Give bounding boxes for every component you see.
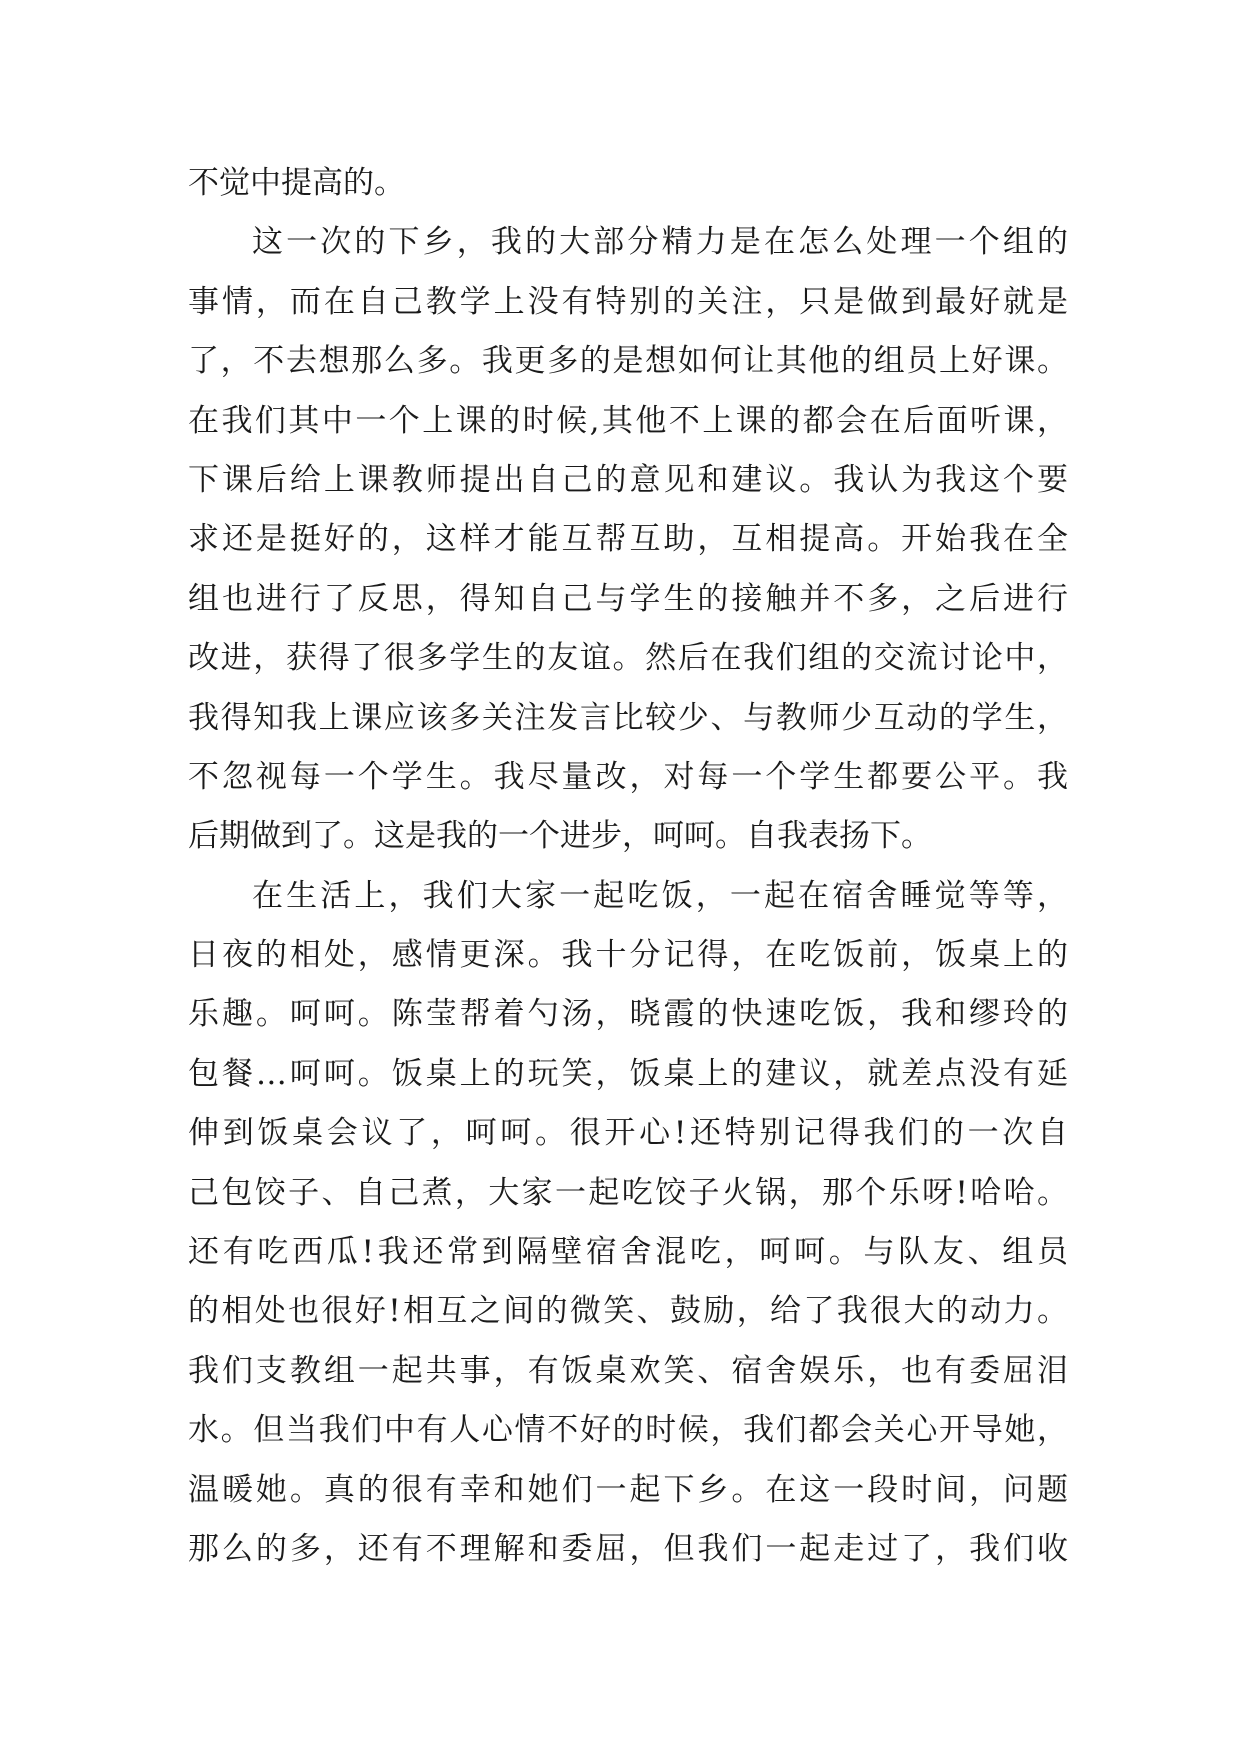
- text-line: 不觉中提高的。: [188, 165, 405, 201]
- text-line: 在我们其中一个上课的时候,其他不上课的都会在后面听课，: [188, 402, 1068, 439]
- text-line: 后期做到了。这是我的一个进步，呵呵。自我表扬下。: [188, 818, 932, 855]
- text-line: 的相处也很好!相互之间的微笑、鼓励，给了我很大的动力。: [188, 1293, 1068, 1330]
- text-line: 那么的多，还有不理解和委屈，但我们一起走过了，我们收: [188, 1530, 1068, 1567]
- text-line: 我们支教组一起共事，有饭桌欢笑、宿舍娱乐，也有委屈泪: [188, 1352, 1068, 1389]
- text-line: 求还是挺好的，这样才能互帮互助，互相提高。开始我在全: [188, 521, 1068, 558]
- text-line: 己包饺子、自己煮，大家一起吃饺子火锅，那个乐呀!哈哈。: [188, 1174, 1068, 1211]
- text-line: 温暖她。真的很有幸和她们一起下乡。在这一段时间，问题: [188, 1471, 1068, 1508]
- text-line: 这一次的下乡，我的大部分精力是在怎么处理一个组的: [252, 224, 1068, 261]
- text-line: 我得知我上课应该多关注发言比较少、与教师少互动的学生，: [188, 699, 1068, 736]
- text-line: 了，不去想那么多。我更多的是想如何让其他的组员上好课。: [188, 343, 1068, 380]
- text-line: 事情，而在自己教学上没有特别的关注，只是做到最好就是: [188, 283, 1068, 320]
- text-line: 包餐…呵呵。饭桌上的玩笑，饭桌上的建议，就差点没有延: [188, 1055, 1068, 1092]
- text-line: 改进，获得了很多学生的友谊。然后在我们组的交流讨论中，: [188, 640, 1068, 677]
- text-line: 下课后给上课教师提出自己的意见和建议。我认为我这个要: [188, 461, 1068, 498]
- text-line: 不忽视每一个学生。我尽量改，对每一个学生都要公平。我: [188, 758, 1068, 795]
- text-line: 水。但当我们中有人心情不好的时候，我们都会关心开导她，: [188, 1412, 1068, 1449]
- text-line: 还有吃西瓜!我还常到隔壁宿舍混吃，呵呵。与队友、组员: [188, 1234, 1068, 1271]
- text-line: 伸到饭桌会议了，呵呵。很开心!还特别记得我们的一次自: [188, 1115, 1068, 1152]
- body-text: [188, 154, 1068, 1579]
- text-line: 组也进行了反思，得知自己与学生的接触并不多，之后进行: [188, 580, 1068, 617]
- text-line: 乐趣。呵呵。陈莹帮着勺汤，晓霞的快速吃饭，我和缪玲的: [188, 996, 1068, 1033]
- text-line: 日夜的相处，感情更深。我十分记得，在吃饭前，饭桌上的: [188, 937, 1068, 974]
- text-line: 在生活上，我们大家一起吃饭，一起在宿舍睡觉等等，: [252, 877, 1068, 914]
